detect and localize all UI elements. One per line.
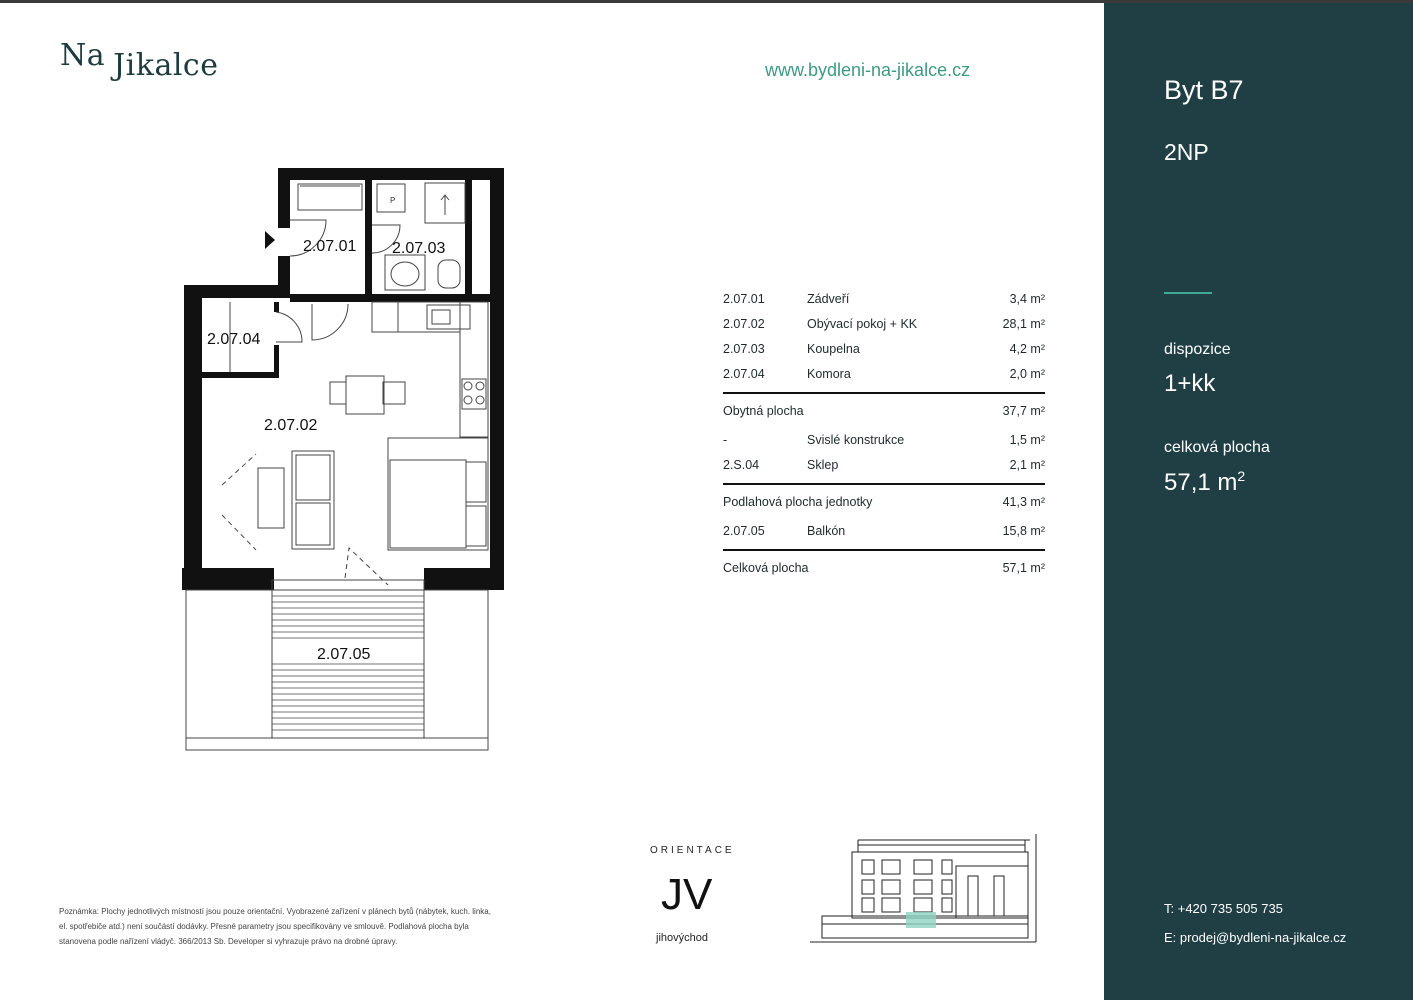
table-row: 2.S.04 Sklep 2,1 m² <box>723 458 1045 472</box>
table-row: 2.07.03 Koupelna 4,2 m² <box>723 342 1045 356</box>
total-area-value: 57,1 $m^2$ <box>1164 468 1246 496</box>
wc-mark: P <box>390 196 396 205</box>
room-label: 2.07.01 <box>303 238 357 255</box>
table-sum-row: Obytná plocha 37,7 m² <box>723 404 1045 418</box>
orientation-name: jihovýchod <box>656 932 708 944</box>
phone-link[interactable]: T: +420 735 505 735 <box>1164 901 1283 916</box>
area-table <box>723 290 1045 584</box>
table-row: 2.07.05 Balkón 15,8 m² <box>723 524 1045 538</box>
table-sum-row: Celková plocha 57,1 m² <box>723 561 1045 575</box>
orientation-title: ORIENTACE <box>650 845 735 856</box>
room-label: 2.07.03 <box>392 240 446 257</box>
unit-info-panel <box>1104 3 1413 1000</box>
divider <box>723 392 1045 394</box>
unit-floor: 2NP <box>1164 139 1209 165</box>
divider <box>723 483 1045 485</box>
table-row: 2.07.01 Zádveří 3,4 m² <box>723 292 1045 306</box>
email-link[interactable]: E: prodej@bydleni-na-jikalce.cz <box>1164 930 1347 945</box>
unit-title: Byt B7 <box>1164 75 1244 105</box>
room-label: 2.07.02 <box>264 417 318 434</box>
disclaimer-note: Poznámka: Plochy jednotlivých místností jsou pouze orientační. Vyobrazené zařízení v plánech bytů (nábytek, kuch. linka, el. spotřebiče atd.) není součástí dodávky. Přesné parametry jsou specifikovány ve smlouvě. Podlahová plocha byla stanovena podle nařízení vládyč. 366/2013 Sb. Developer si vyhrazuje právo na drobné úpravy. <box>59 907 491 946</box>
logo-word-jikalce: Jikalce <box>113 48 219 83</box>
logo-word-na: Na <box>60 38 106 73</box>
table-row: - Svislé konstrukce 1,5 m² <box>723 433 1045 447</box>
layout-label: dispozice <box>1164 341 1231 358</box>
total-area-label: celková plocha <box>1164 439 1270 456</box>
room-label: 2.07.04 <box>207 331 261 348</box>
table-sum-row: Podlahová plocha jednotky 41,3 m² <box>723 495 1045 509</box>
table-row: 2.07.04 Komora 2,0 m² <box>723 367 1045 381</box>
layout-value: 1+kk <box>1164 370 1216 397</box>
entrance-arrow-icon <box>265 231 275 249</box>
table-row: 2.07.02 Obývací pokoj + KK 28,1 m² <box>723 317 1045 331</box>
unit-location-marker <box>906 912 936 928</box>
room-label: 2.07.05 <box>317 646 371 663</box>
divider <box>723 549 1045 551</box>
website-link[interactable]: www.bydleni-na-jikalce.cz <box>765 60 971 80</box>
accent-line <box>1164 292 1212 294</box>
orientation-code: JV <box>661 870 713 919</box>
